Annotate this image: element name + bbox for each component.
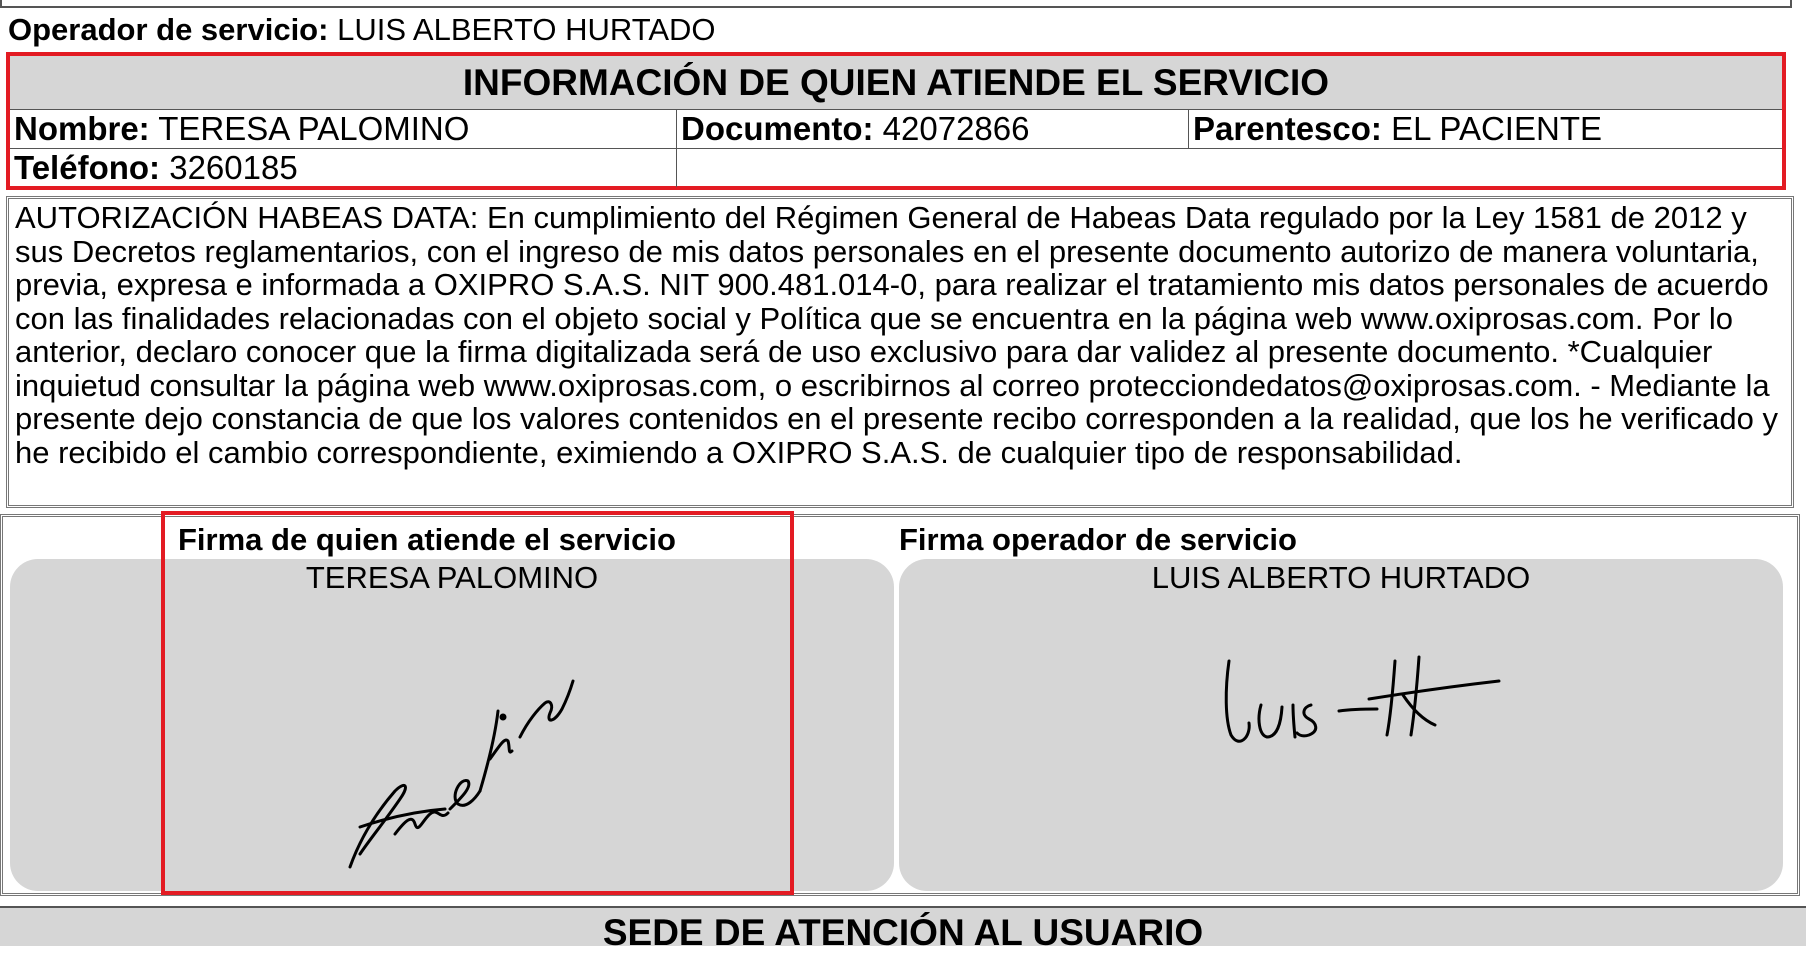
attendant-info-table (6, 52, 1786, 190)
previous-table-edge (0, 0, 1792, 8)
operator-label: Operador de servicio: (8, 12, 329, 47)
attendant-signature-name: TERESA PALOMINO (305, 560, 599, 595)
attendant-info-row (10, 110, 1782, 149)
relationship-value: EL PACIENTE (1391, 110, 1602, 147)
attendant-signature-drawing (10, 559, 894, 891)
relationship-label: Parentesco: (1193, 110, 1382, 147)
attendant-info-row (10, 149, 1782, 187)
operator-signature-heading: Firma operador de servicio (899, 522, 1297, 557)
habeas-data-authorization: AUTORIZACIÓN HABEAS DATA: En cumplimiento del Régimen General de Habeas Data regulado por la Ley 1581 de 2012 y sus Decretos reglamentarios, con el ingreso de mis datos personales en el presente documento autorizo de manera voluntaria, previa, expresa e informada a OXIPRO S.A.S. NIT 900.481.014-0, para realizar el tratamiento mis datos personales de acuerdo con las finalidades relacionadas con el objeto social y Política que se encuentra en la página web www.oxiprosas.com. Por lo anterior, declaro conocer que la firma digitalizada será de uso exclusivo para dar validez al presente documento. *Cualquier inquietud consultar la página web www.oxiprosas.com, o escribirnos al correo protecciondedatos@oxiprosas.com. - Mediante la presente dejo constancia de que los valores contenidos en el presente recibo corresponden a la realidad, que los he verificado y he recibido el cambio correspondiente, eximiendo a OXIPRO S.A.S. de cualquier tipo de responsabilidad. (6, 196, 1794, 508)
document-cell (677, 110, 1189, 148)
attendant-signature-pad[interactable] (10, 559, 894, 891)
operator-line (8, 8, 1788, 52)
name-cell (10, 110, 677, 148)
phone-label: Teléfono: (14, 149, 161, 186)
name-value: TERESA PALOMINO (158, 110, 470, 147)
operator-signature-name: LUIS ALBERTO HURTADO (1151, 560, 1531, 595)
operator-signature-drawing (899, 559, 1783, 891)
attendant-signature-heading: Firma de quien atiende el servicio (178, 522, 676, 557)
document-label: Documento: (681, 110, 874, 147)
sede-section-title: SEDE DE ATENCIÓN AL USUARIO (0, 906, 1806, 946)
empty-cell (677, 149, 1782, 187)
operator-value: LUIS ALBERTO HURTADO (337, 12, 716, 47)
phone-cell (10, 149, 677, 187)
attendant-info-title: INFORMACIÓN DE QUIEN ATIENDE EL SERVICIO (10, 56, 1782, 110)
signatures-section (0, 514, 1800, 896)
relationship-cell (1189, 110, 1782, 148)
name-label: Nombre: (14, 110, 150, 147)
document-value: 42072866 (882, 110, 1030, 147)
phone-value: 3260185 (169, 149, 298, 186)
operator-signature-pad[interactable] (899, 559, 1783, 891)
